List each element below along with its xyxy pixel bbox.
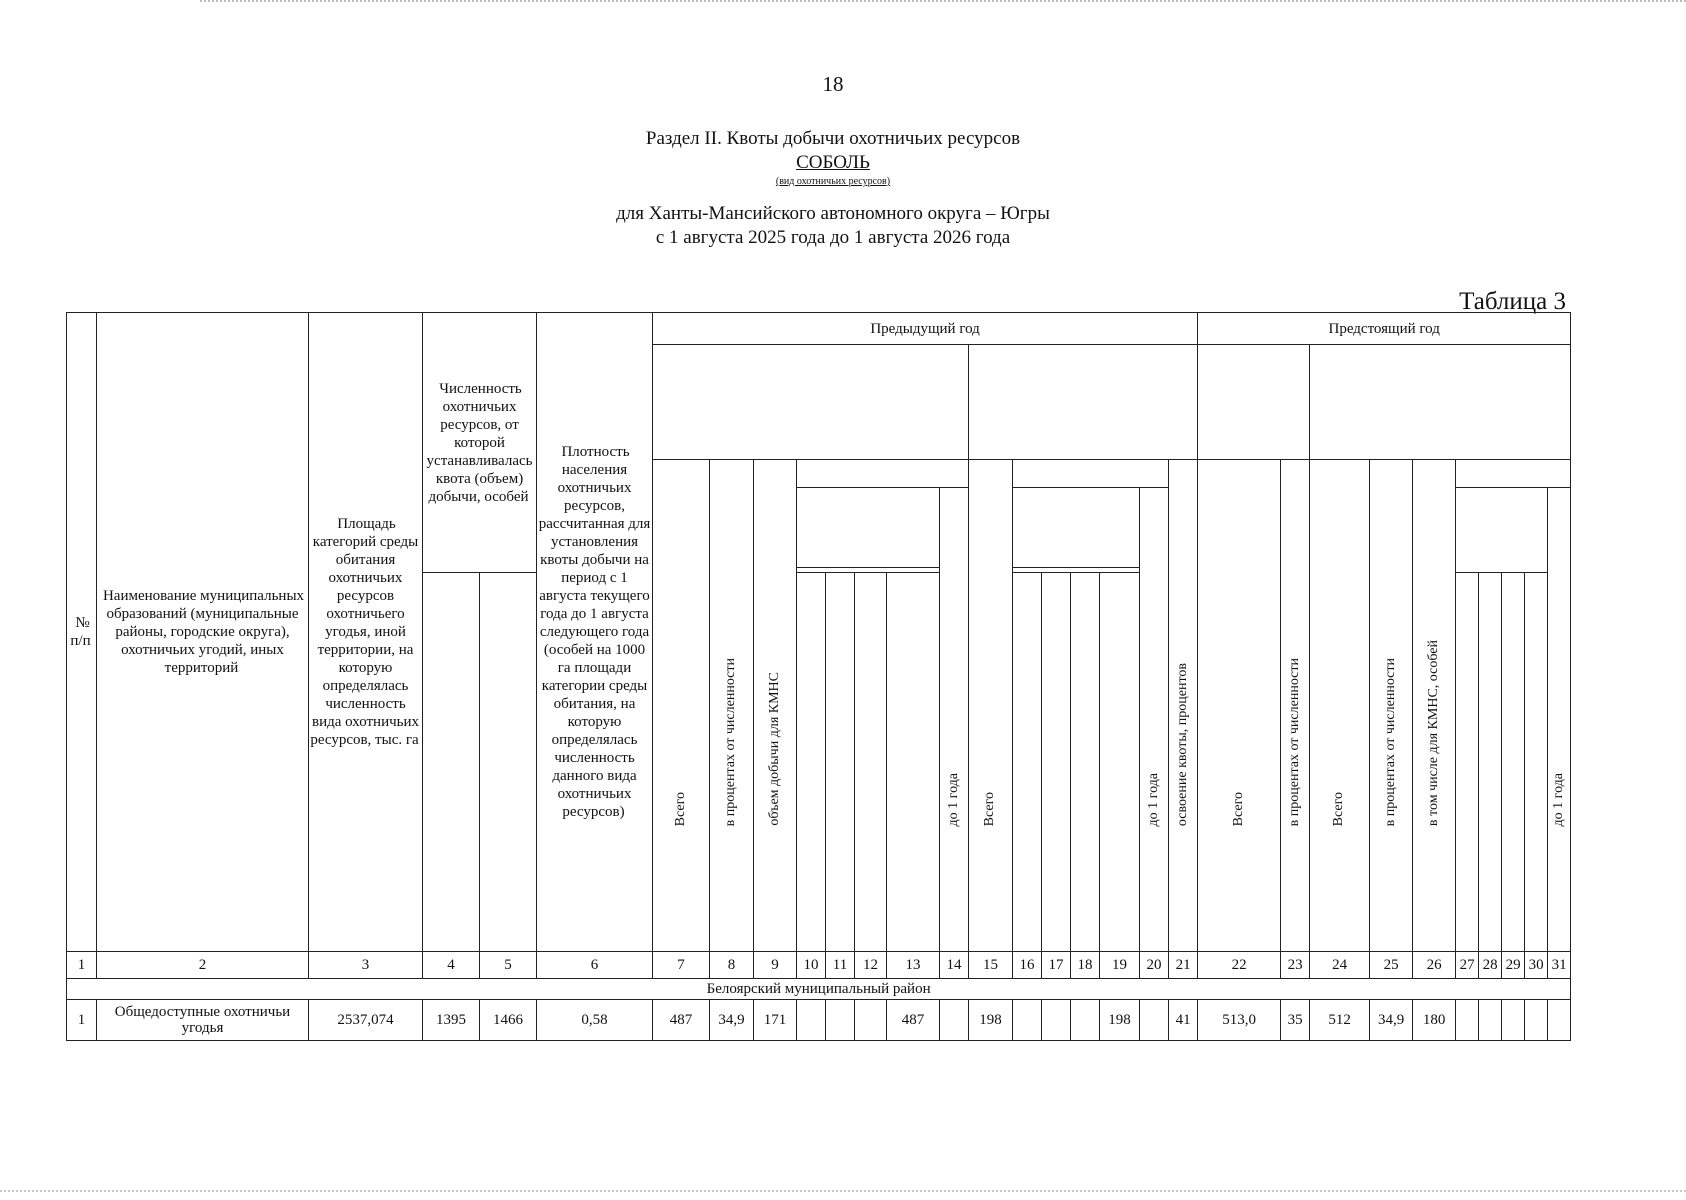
cell-area: 2537,074 xyxy=(309,1000,423,1041)
header-c5 xyxy=(480,573,537,952)
col-number: 7 xyxy=(653,952,710,979)
header-prev-year: Предыдущий год xyxy=(653,313,1198,345)
cell-c19: 198 xyxy=(1100,1000,1140,1041)
header-population: Численность охотничьих ресурсов, от которой устанавливалась квота (объем) добычи, особей xyxy=(423,313,537,573)
scan-edge-top xyxy=(200,0,1686,5)
cell-no: 1 xyxy=(67,1000,97,1041)
col-number: 19 xyxy=(1100,952,1140,979)
district-name: Белоярский муниципальный район xyxy=(67,979,1571,1000)
cell-c15: 198 xyxy=(969,1000,1013,1041)
header-c10 xyxy=(797,573,826,952)
cell-c18 xyxy=(1071,1000,1100,1041)
header-next-quota-group xyxy=(1198,345,1310,460)
header-next-request-group xyxy=(1310,345,1571,460)
header-c4 xyxy=(423,573,480,952)
period-line: с 1 августа 2025 года до 1 августа 2026 года xyxy=(655,227,1011,248)
cell-c22: 513,0 xyxy=(1198,1000,1281,1041)
col-number: 9 xyxy=(754,952,797,979)
header-c31: до 1 года xyxy=(1548,488,1571,952)
col-number: 29 xyxy=(1502,952,1525,979)
col-number: 30 xyxy=(1525,952,1548,979)
col-number: 26 xyxy=(1413,952,1456,979)
col-number: 27 xyxy=(1456,952,1479,979)
col-number: 11 xyxy=(826,952,855,979)
col-number: 3 xyxy=(309,952,423,979)
cell-c4: 1395 xyxy=(423,1000,480,1041)
header-prev-harvest-adult-group xyxy=(1013,488,1140,568)
cell-c21: 41 xyxy=(1169,1000,1198,1041)
col-number: 22 xyxy=(1198,952,1281,979)
col-number: 28 xyxy=(1479,952,1502,979)
cell-c24: 512 xyxy=(1310,1000,1370,1041)
col-number: 18 xyxy=(1071,952,1100,979)
header-c8: в процентах от численности xyxy=(710,460,754,952)
header-prev-quota-group xyxy=(653,345,969,460)
header-area: Площадь категорий среды обитания охотничьих ресурсов охотничьего угодья, иной территории, на которую определялась численность вида охотничьих ресурсов, тыс. га xyxy=(309,313,423,952)
species-note: (вид охотничьих ресурсов) xyxy=(775,176,891,187)
col-number: 4 xyxy=(423,952,480,979)
cell-c31 xyxy=(1548,1000,1571,1041)
header-prev-age-group xyxy=(797,460,969,488)
header-next-age-group xyxy=(1456,460,1571,488)
header-c25: в процентах от численности xyxy=(1370,460,1413,952)
col-number: 13 xyxy=(887,952,940,979)
scan-edge-bottom xyxy=(0,1190,1686,1195)
species-name: СОБОЛЬ xyxy=(796,152,870,173)
cell-c13: 487 xyxy=(887,1000,940,1041)
header-c15: Всего xyxy=(969,460,1013,952)
header-c28 xyxy=(1479,573,1502,952)
header-next-adult-group xyxy=(1456,488,1548,573)
header-prev-harvest-group xyxy=(969,345,1198,460)
cell-c25: 34,9 xyxy=(1370,1000,1413,1041)
cell-c12 xyxy=(855,1000,887,1041)
cell-c7: 487 xyxy=(653,1000,710,1041)
header-c18 xyxy=(1071,573,1100,952)
cell-c20 xyxy=(1140,1000,1169,1041)
cell-c16 xyxy=(1013,1000,1042,1041)
col-number: 1 xyxy=(67,952,97,979)
col-number: 6 xyxy=(537,952,653,979)
cell-c8: 34,9 xyxy=(710,1000,754,1041)
col-number: 25 xyxy=(1370,952,1413,979)
cell-c27 xyxy=(1456,1000,1479,1041)
col-number: 8 xyxy=(710,952,754,979)
table-row xyxy=(67,1000,1571,1041)
header-c20: до 1 года xyxy=(1140,488,1169,952)
column-number-row xyxy=(67,952,1571,979)
header-c17 xyxy=(1042,573,1071,952)
header-c14: до 1 года xyxy=(940,488,969,952)
header-name: Наименование муниципальных образований (муниципальные районы, городские округа), охотничьих угодий, иных территорий xyxy=(97,313,309,952)
header-c16 xyxy=(1013,573,1042,952)
header-density: Плотность населения охотничьих ресурсов, рассчитанная для установления квоты добычи на период с 1 августа текущего года до 1 августа следующего года (особей на 1000 га площади категории среды обитания, на которую определялась численность данного вида охотничьих ресурсов) xyxy=(537,313,653,952)
cell-name: Общедоступные охотничьи угодья xyxy=(97,1000,309,1041)
header-c9: объем добычи для КМНС xyxy=(754,460,797,952)
col-number: 5 xyxy=(480,952,537,979)
col-number: 20 xyxy=(1140,952,1169,979)
col-number: 21 xyxy=(1169,952,1198,979)
cell-density: 0,58 xyxy=(537,1000,653,1041)
col-number: 14 xyxy=(940,952,969,979)
col-number: 15 xyxy=(969,952,1013,979)
quota-table xyxy=(66,312,1571,1041)
cell-c5: 1466 xyxy=(480,1000,537,1041)
header-prev-harvest-age-group xyxy=(1013,460,1169,488)
header-c23: в процентах от численности xyxy=(1281,460,1310,952)
cell-c10 xyxy=(797,1000,826,1041)
col-number: 2 xyxy=(97,952,309,979)
table-label: Таблица 3 xyxy=(1459,288,1566,315)
cell-c11 xyxy=(826,1000,855,1041)
header-c24: Всего xyxy=(1310,460,1370,952)
header-c19 xyxy=(1100,573,1140,952)
col-number: 12 xyxy=(855,952,887,979)
header-c21: освоение квоты, процентов xyxy=(1169,460,1198,952)
header-c22: Всего xyxy=(1198,460,1281,952)
col-number: 31 xyxy=(1548,952,1571,979)
cell-c29 xyxy=(1502,1000,1525,1041)
cell-c14 xyxy=(940,1000,969,1041)
col-number: 23 xyxy=(1281,952,1310,979)
col-number: 16 xyxy=(1013,952,1042,979)
header-c7: Всего xyxy=(653,460,710,952)
cell-c30 xyxy=(1525,1000,1548,1041)
section-title: Раздел II. Квоты добычи охотничьих ресурсов xyxy=(645,128,1021,149)
cell-c17 xyxy=(1042,1000,1071,1041)
col-number: 17 xyxy=(1042,952,1071,979)
header-c26: в том числе для КМНС, особей xyxy=(1413,460,1456,952)
region-line: для Ханты-Мансийского автономного округа – Югры xyxy=(616,203,1050,224)
header-c12 xyxy=(855,573,887,952)
cell-c28 xyxy=(1479,1000,1502,1041)
col-number: 24 xyxy=(1310,952,1370,979)
col-number: 10 xyxy=(797,952,826,979)
page-number: 18 xyxy=(822,72,844,96)
header-c29 xyxy=(1502,573,1525,952)
cell-c23: 35 xyxy=(1281,1000,1310,1041)
header-c30 xyxy=(1525,573,1548,952)
header-next-year: Предстоящий год xyxy=(1198,313,1571,345)
header-c27 xyxy=(1456,573,1479,952)
header-c11 xyxy=(826,573,855,952)
cell-c26: 180 xyxy=(1413,1000,1456,1041)
header-prev-adult-group xyxy=(797,488,940,568)
header-no: № п/п xyxy=(67,313,97,952)
header-c13 xyxy=(887,573,940,952)
cell-c9: 171 xyxy=(754,1000,797,1041)
